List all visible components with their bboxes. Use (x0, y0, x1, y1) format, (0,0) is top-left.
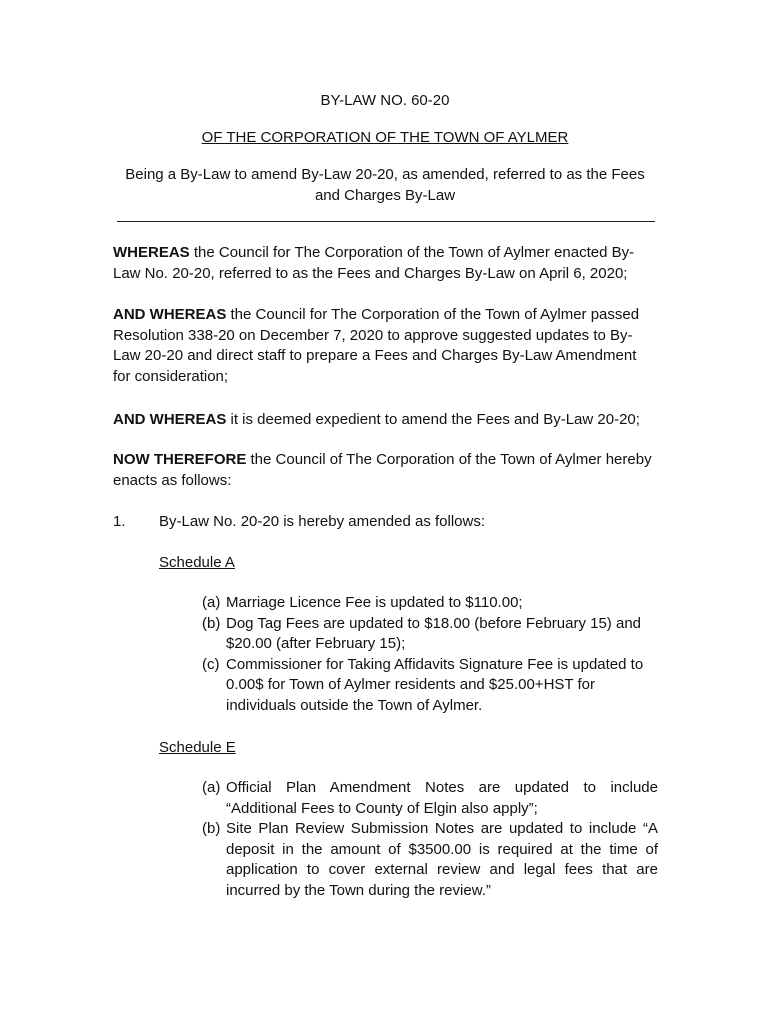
bylaw-subtitle: Being a By-Law to amend By-Law 20-20, as amended, referred to as the Fees and Charges By-Law (125, 166, 645, 204)
list-label: (c) (202, 655, 220, 673)
schedule-e-title: Schedule E (159, 739, 236, 756)
list-item (202, 778, 658, 819)
list-text: Dog Tag Fees are updated to $18.00 (before February 15) and $20.00 (after February 15); (226, 614, 641, 652)
list-text: Marriage Licence Fee is updated to $110.00; (226, 594, 523, 611)
bylaw-number: BY-LAW NO. 60-20 (320, 92, 450, 109)
list-item (202, 819, 658, 901)
recital-text: the Council for The Corporation of the Town of Aylmer enacted By-Law No. 20-20, referred to as the Fees and Charges By-Law on April 6, 2020; (113, 244, 635, 282)
recital-lead: WHEREAS (113, 244, 190, 261)
recital-text: the Council of The Corporation of the Town of Aylmer hereby enacts as follows: (113, 451, 652, 489)
schedule-a-list (202, 593, 658, 716)
recital-3 (113, 410, 658, 431)
list-text: Site Plan Review Submission Notes are updated to include “A deposit in the amount of $3500.00 is required at the time of application to cover external review and legal fees that are incurred by the Town during the review.” (226, 820, 658, 899)
recital-text: it is deemed expedient to amend the Fees and By-Law 20-20; (226, 411, 640, 428)
list-item (202, 655, 658, 717)
recital-2 (113, 305, 658, 387)
list-label: (b) (202, 820, 221, 837)
list-item (202, 593, 658, 614)
item-text: By-Law No. 20-20 is hereby amended as follows: (159, 513, 486, 530)
recital-text: the Council for The Corporation of the Town of Aylmer passed Resolution 338-20 on December 7, 2020 to approve suggested updates to By-Law 20-20 and direct staff to prepare a Fees and Charges By-Law Amendment for consideration; (113, 306, 640, 385)
separator-rule (117, 221, 655, 222)
list-label: (a) (202, 779, 221, 796)
item-number: 1. (113, 513, 126, 530)
recital-lead: AND WHEREAS (113, 306, 227, 323)
recital-lead: NOW THEREFORE (113, 451, 247, 468)
list-item (202, 614, 658, 655)
enacting-clause (113, 450, 658, 491)
corporation-title: OF THE CORPORATION OF THE TOWN OF AYLMER (201, 129, 569, 146)
schedule-e-list (202, 778, 658, 901)
recital-1 (113, 243, 658, 284)
list-label: (b) (202, 614, 221, 632)
recital-lead: AND WHEREAS (113, 411, 227, 428)
list-text: Official Plan Amendment Notes are updated to include “Additional Fees to County of Elgin also apply”; (226, 779, 658, 817)
schedule-a-title: Schedule A (159, 554, 235, 571)
list-text: Commissioner for Taking Affidavits Signature Fee is updated to 0.00$ for Town of Aylmer residents and $25.00+HST for individuals outside the Town of Aylmer. (226, 655, 644, 714)
list-label: (a) (202, 594, 221, 611)
